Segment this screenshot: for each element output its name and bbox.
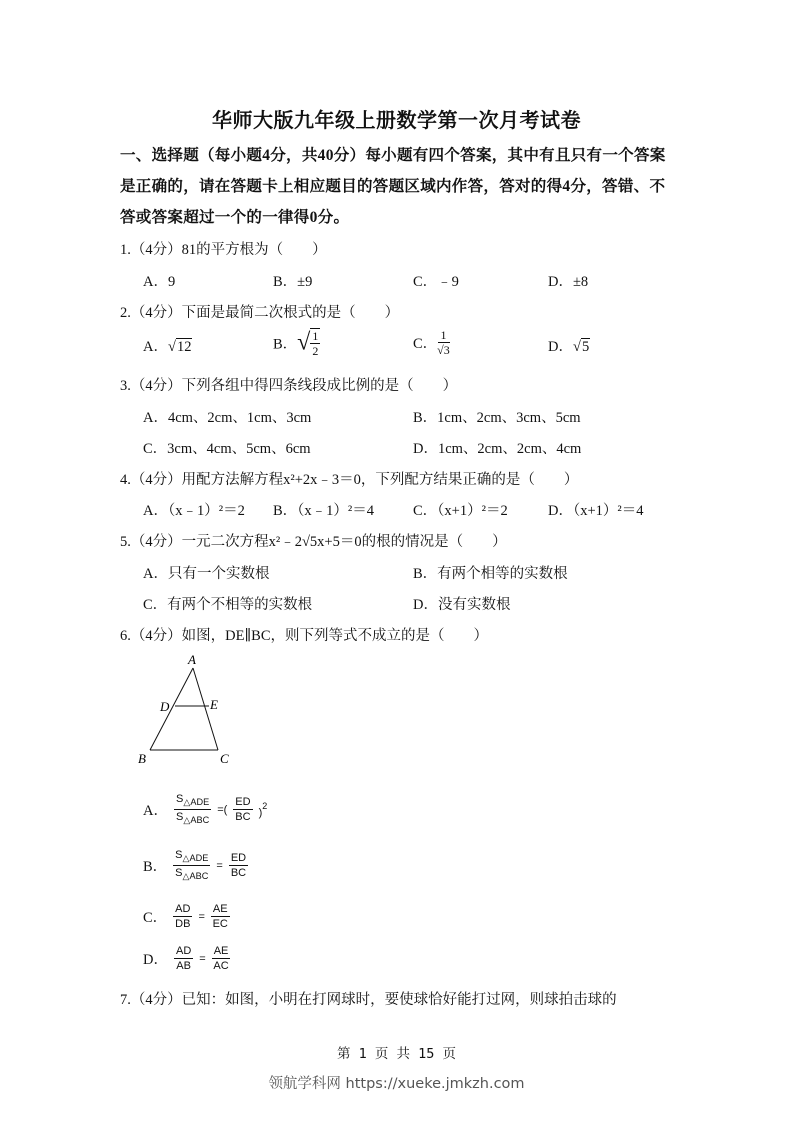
document-title: 华师大版九年级上册数学第一次月考试卷	[212, 110, 581, 132]
question-1-option-c: C．﹣9	[413, 274, 459, 290]
triangle-figure	[130, 650, 240, 770]
vertex-label-c: C	[220, 751, 229, 766]
question-4-option-b: B．（x﹣1）²＝4	[273, 503, 375, 519]
question-4-option-c: C．（x+1）²＝2	[413, 503, 508, 519]
question-2-option-b: B．√ $\frac{1}{2}$	[273, 329, 319, 358]
vertex-label-d: D	[160, 699, 170, 714]
question-5-option-d: D．没有实数根	[413, 597, 511, 613]
question-3-option-a: A．4cm、2cm、1cm、3cm	[143, 410, 312, 426]
question-5-option-c: C．有两个不相等的实数根	[143, 597, 313, 613]
question-2-option-a: A．√12	[143, 339, 192, 355]
question-3-option-d: D．1cm、2cm、2cm、4cm	[413, 441, 582, 457]
question-1-stem: 1.（4分）81的平方根为（ ）	[120, 242, 327, 258]
question-6-option-d: D． $\frac{AD}{AB}$ = $\frac{AE}{AC}$	[143, 945, 229, 972]
question-5-option-b: B．有两个相等的实数根	[413, 566, 568, 582]
question-1-option-a: A．9	[143, 274, 176, 290]
question-1-option-d: D．±8	[548, 274, 589, 290]
vertex-label-e: E	[210, 697, 218, 712]
question-4-option-d: D．（x+1）²＝4	[548, 503, 644, 519]
question-1-option-b: B．±9	[273, 274, 313, 290]
question-3-option-c: C．3cm、4cm、5cm、6cm	[143, 441, 311, 457]
vertex-label-a: A	[188, 652, 196, 667]
page-indicator: 第 1 页 共 15 页	[336, 1046, 457, 1062]
question-4-stem: 4.（4分）用配方法解方程x²+2x﹣3＝0，下列配方结果正确的是（ ）	[120, 472, 579, 488]
question-3-stem: 3.（4分）下列各组中得四条线段成比例的是（ ）	[120, 378, 458, 394]
question-5-option-a: A．只有一个实数根	[143, 566, 270, 582]
question-2-option-c: C． $\frac{1}{√3}$	[413, 328, 450, 357]
question-7-stem: 7.（4分）已知：如图，小明在打网球时，要使球恰好能打过网，则球拍击球的	[120, 992, 617, 1008]
question-2-stem: 2.（4分）下面是最简二次根式的是（ ）	[120, 305, 400, 321]
question-3-option-b: B．1cm、2cm、3cm、5cm	[413, 410, 581, 426]
question-4-option-a: A．（x﹣1）²＝2	[143, 503, 245, 519]
question-5-stem: 5.（4分）一元二次方程x²﹣2√5x+5＝0的根的情况是（ ）	[120, 534, 507, 550]
question-6-option-a: A． $\frac{S_{\triangle ADE}}{S_{\triangle ABC}}$ =( $\frac{ED}{BC}$ )$^2$	[143, 793, 268, 826]
vertex-label-b: B	[138, 751, 146, 766]
section-instructions: 一、选择题（每小题4分，共40分）每小题有四个答案，其中有且只有一个答案是正确的，请在答题卡上相应题目的答题区域内作答，答对的得4分，答错、不答或答案超过一个的一律得0分。	[120, 147, 666, 226]
question-2-option-d: D．√5	[548, 339, 590, 355]
watermark-link[interactable]: 领航学科网 https://xueke.jmkzh.com	[268, 1076, 525, 1092]
question-6-option-c: C． $\frac{AD}{DB}$ = $\frac{AE}{EC}$	[143, 903, 228, 930]
question-6-stem: 6.（4分）如图，DE∥BC，则下列等式不成立的是（ ）	[120, 628, 488, 644]
question-6-option-b: B． $\frac{S_{\triangle ADE}}{S_{\triangle ABC}}$ = $\frac{ED}{BC}$	[143, 849, 247, 882]
